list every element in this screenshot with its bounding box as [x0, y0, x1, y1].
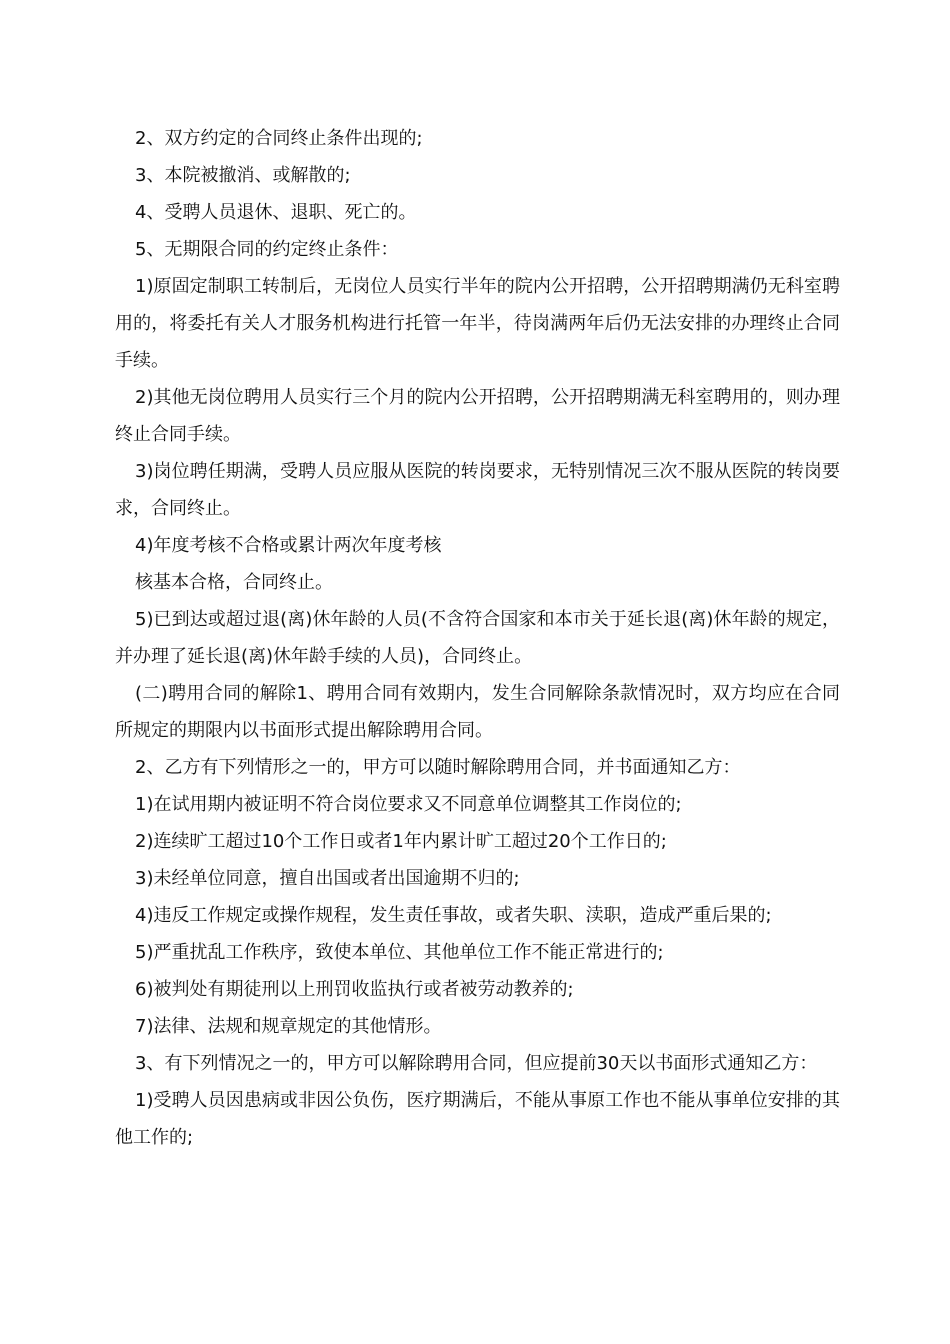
paragraph: 5)已到达或超过退(离)休年龄的人员(不含符合国家和本市关于延长退(离)休年龄的规定，并办理了延长退(离)休年龄手续的人员)，合同终止。 [115, 609, 840, 667]
paragraph: 核基本合格，合同终止。 [135, 572, 333, 593]
paragraph: 1)在试用期内被证明不符合岗位要求又不同意单位调整其工作岗位的; [135, 794, 682, 815]
paragraph: 3)岗位聘任期满，受聘人员应服从医院的转岗要求，无特别情况三次不服从医院的转岗要求，合同终止。 [115, 461, 840, 519]
paragraph: 2、乙方有下列情形之一的，甲方可以随时解除聘用合同，并书面通知乙方： [135, 757, 741, 778]
paragraph: 5、无期限合同的约定终止条件： [135, 239, 399, 260]
paragraph: 2、双方约定的合同终止条件出现的; [135, 128, 423, 149]
paragraph: 6)被判处有期徒刑以上刑罚收监执行或者被劳动教养的; [135, 979, 574, 1000]
paragraph: 4)违反工作规定或操作规程，发生责任事故，或者失职、渎职，造成严重后果的; [135, 905, 772, 926]
paragraph: 3、有下列情况之一的，甲方可以解除聘用合同，但应提前30天以书面形式通知乙方： [135, 1053, 818, 1074]
paragraph: 2)连续旷工超过10个工作日或者1年内累计旷工超过20个工作日的; [135, 831, 667, 852]
paragraph: 4)年度考核不合格或累计两次年度考核 [135, 535, 442, 556]
paragraph: 3)未经单位同意，擅自出国或者出国逾期不归的; [135, 868, 520, 889]
paragraph: 1)受聘人员因患病或非因公负伤，医疗期满后，不能从事原工作也不能从事单位安排的其他工作的; [115, 1090, 840, 1148]
paragraph: 1)原固定制职工转制后，无岗位人员实行半年的院内公开招聘，公开招聘期满仍无科室聘用的，将委托有关人才服务机构进行托管一年半，待岗满两年后仍无法安排的办理终止合同手续。 [115, 276, 840, 371]
paragraph: 2)其他无岗位聘用人员实行三个月的院内公开招聘，公开招聘期满无科室聘用的，则办理终止合同手续。 [115, 387, 840, 445]
paragraph: 4、受聘人员退休、退职、死亡的。 [135, 202, 417, 223]
paragraph: 7)法律、法规和规章规定的其他情形。 [135, 1016, 442, 1037]
paragraph: 3、本院被撤消、或解散的; [135, 165, 351, 186]
document-body [115, 120, 840, 1156]
paragraph: (二)聘用合同的解除1、聘用合同有效期内，发生合同解除条款情况时，双方均应在合同所规定的期限内以书面形式提出解除聘用合同。 [115, 683, 840, 741]
paragraph: 5)严重扰乱工作秩序，致使本单位、其他单位工作不能正常进行的; [135, 942, 664, 963]
